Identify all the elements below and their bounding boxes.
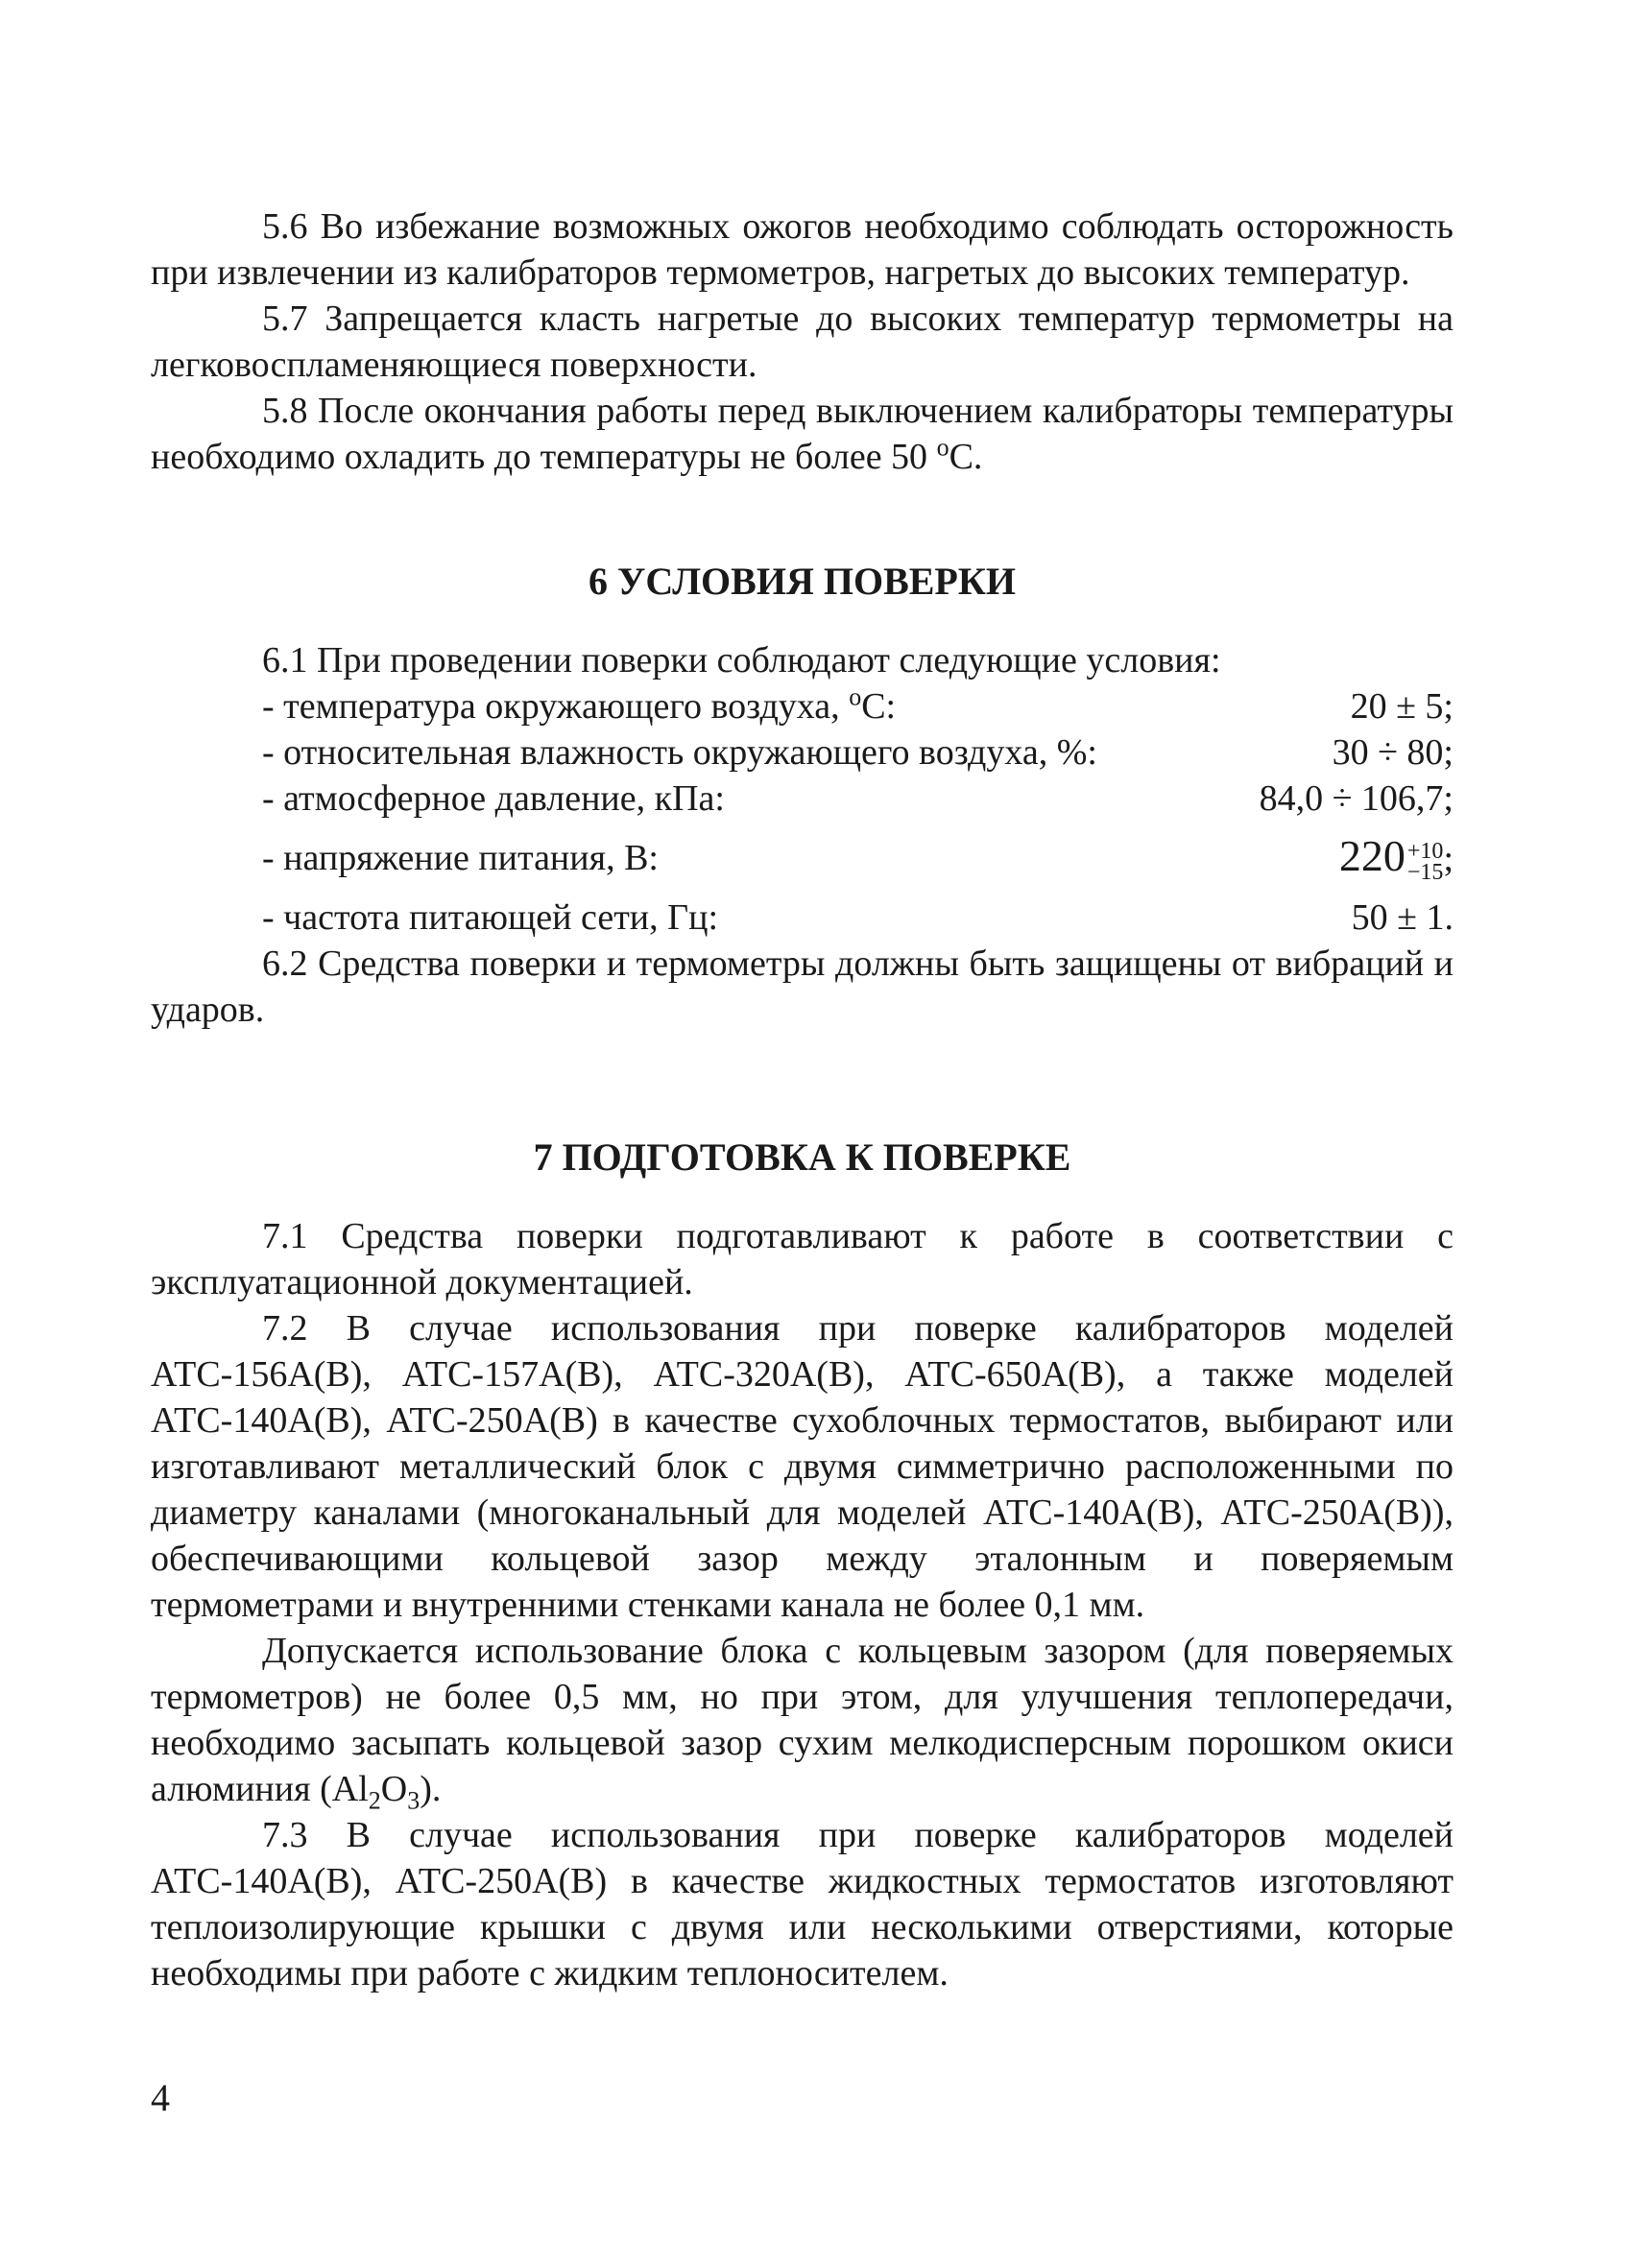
condition-row-voltage [151,822,1454,895]
condition-row-humidity [151,729,1454,776]
condition-row-frequency [151,895,1454,941]
condition-value: 30 ÷ 80; [1332,732,1454,773]
paragraph-5-8-text: 5.8 После окончания работы перед выключением калибраторы температуры необходимо охладить до температуры не более 50 [151,391,1454,477]
paragraph-6-1: 6.1 При проведении поверки соблюдают следующие условия: [262,640,1221,680]
paragraph-7-1: 7.1 Средства поверки подготавливают к работе в соответствии с эксплуатационной документацией. [151,1216,1454,1302]
condition-label: - температура окружающего воздуха, $^o$С: [262,682,897,727]
voltage-tolerance: +10 −15 [1406,839,1444,886]
paragraph-6-2: 6.2 Средства поверки и термометры должны быть защищены от вибраций и ударов. [151,943,1454,1030]
paragraph-5-7: 5.7 Запрещается класть нагретые до высоких температур термометры на легковоспламеняющиеся поверхности. [151,298,1454,385]
condition-label: - частота питающей сети, Гц: [262,897,718,938]
condition-label: - относительная влажность окружающего воздуха, %: [262,732,1097,773]
paragraph-5-8 [151,388,1454,480]
paragraph-7-2: 7.2 В случае использования при поверке калибраторов моделей АТС-156А(В), АТС-157А(В), АТС-320А(В), АТС-650А(В), а также моделей АТС-140А(В), АТС-250А(В) в качестве сухоблочных термостатов, выбирают или изготавливают металлический блок с двумя симметрично расположенными по диаметру каналами (многоканальный для моделей АТС-140А(В), АТС-250А(В)), обеспечивающими кольцевой зазор между эталонным и поверяемым термометрами и внутренними стенками канала не более 0,1 мм. [151,1308,1454,1625]
page-number: 4 [151,2076,170,2119]
condition-value: 20 ± 5; [1350,686,1454,727]
section-7-heading: 7 ПОДГОТОВКА К ПОВЕРКЕ [533,1135,1071,1179]
condition-value: 84,0 ÷ 106,7; [1259,778,1454,819]
condition-value: 220 +10 −15 ; [1338,830,1454,886]
degree-symbol: o [936,433,949,462]
page-content [151,203,1454,1996]
section-6-heading: 6 УСЛОВИЯ ПОВЕРКИ [589,560,1016,603]
paragraph-5-6: 5.6 Во избежание возможных ожогов необходимо соблюдать осторожность при извлечении из калибраторов термометров, нагретых до высоких температур. [151,206,1454,293]
condition-label: - атмосферное давление, кПа: [262,778,725,819]
condition-row-temperature [151,683,1454,729]
paragraph-7-3: 7.3 В случае использования при поверке калибраторов моделей АТС-140А(В), АТС-250А(В) в качестве жидкостных термостатов изготовляют теплоизолирующие крышки с двумя или несколькими отверстиями, которые необходимы при работе с жидким теплоносителем. [151,1815,1454,1993]
condition-label: - напряжение питания, В: [262,838,659,878]
condition-value: 50 ± 1. [1351,897,1454,938]
paragraph-allowed: Допускается использование блока с кольцевым зазором (для поверяемых термометров) не более 0,5 мм, но при этом, для улучшения теплопередачи, необходимо засыпать кольцевой зазор сухим мелкодисперсным порошком окиси алюминия $(Al_2O_3)$. [151,1631,1454,1815]
degree-symbol: o [849,682,862,711]
paragraph-5-8-unit: С. [949,437,983,477]
condition-row-pressure [151,776,1454,822]
